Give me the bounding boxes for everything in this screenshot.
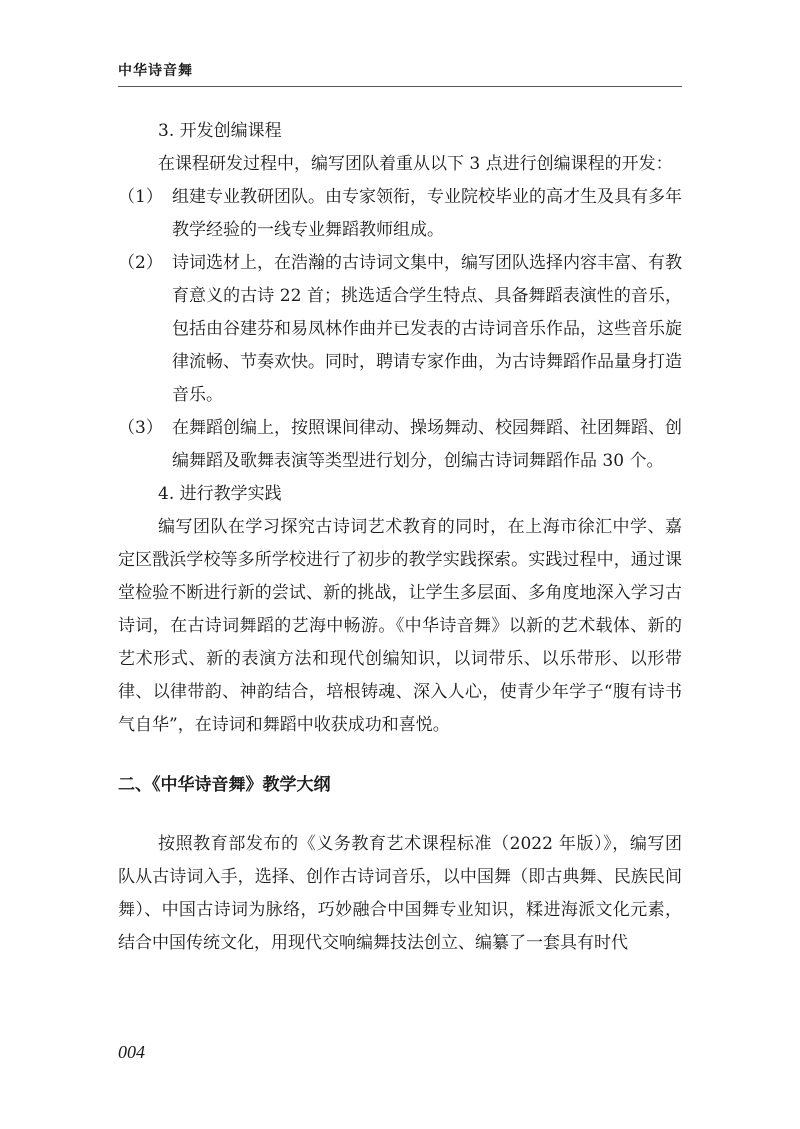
list-text: 诗词选材上，在浩瀚的古诗词文集中，编写团队选择内容丰富、有教育意义的古诗 22 首；挑选适合学生特点、具备舞蹈表演性的音乐，包括由谷建芬和易凤林作曲并已发表的古诗词音乐作品，这些音乐旋律流畅、节奏欢快。同时，聘请专家作曲，为古诗舞蹈作品量身打造音乐。: [172, 253, 682, 405]
list-number: （3）: [118, 418, 163, 438]
page-body: [118, 115, 682, 960]
list-item: [118, 181, 682, 247]
running-header: 中华诗音舞: [118, 60, 682, 87]
section4-paragraph: 编写团队在学习探究古诗词艺术教育的同时，在上海市徐汇中学、嘉定区戬浜学校等多所学校进行了初步的教学实践探索。实践过程中，通过课堂检验不断进行新的尝试、新的挑战，让学生多层面、多角度地深入学习古诗词，在古诗词舞蹈的艺海中畅游。《中华诗音舞》以新的艺术载体、新的艺术形式、新的表演方法和现代创编知识，以词带乐、以乐带形、以形带律、以律带韵、神韵结合，培根铸魂、深入人心，使青少年学子“腹有诗书气自华”，在诗词和舞蹈中收获成功和喜悦。: [118, 517, 682, 735]
page-number: 004: [118, 1042, 145, 1062]
list-number: （1）: [118, 187, 163, 207]
list-text: 在舞蹈创编上，按照课间律动、操场舞动、校园舞蹈、社团舞蹈、创编舞蹈及歌舞表演等类型进行划分，创编古诗词舞蹈作品 30 个。: [172, 418, 682, 471]
section-two-paragraph: 按照教育部发布的《义务教育艺术课程标准（2022 年版）》，编写团队从古诗词入手，选择、创作古诗词音乐，以中国舞（即古典舞、民族民间舞）、中国古诗词为脉络，巧妙融合中国舞专业知识，糅进海派文化元素，结合中国传统文化，用现代交响编舞技法创立、编纂了一套具有时代: [118, 834, 682, 953]
section3-intro: 在课程研发过程中，编写团队着重从以下 3 点进行创编课程的开发：: [158, 154, 673, 174]
section-title: 二、《中华诗音舞》教学大纲: [118, 775, 331, 795]
list-item: [118, 412, 682, 478]
list-number: （2）: [118, 253, 163, 273]
subsection-heading-3: 3. 开发创编课程: [158, 121, 282, 141]
list-text: 组建专业教研团队。由专家领衔，专业院校毕业的高才生及具有多年教学经验的一线专业舞蹈教师组成。: [172, 187, 682, 240]
subsection-heading-4: 4. 进行教学实践: [158, 484, 282, 504]
list-item: [118, 247, 682, 412]
